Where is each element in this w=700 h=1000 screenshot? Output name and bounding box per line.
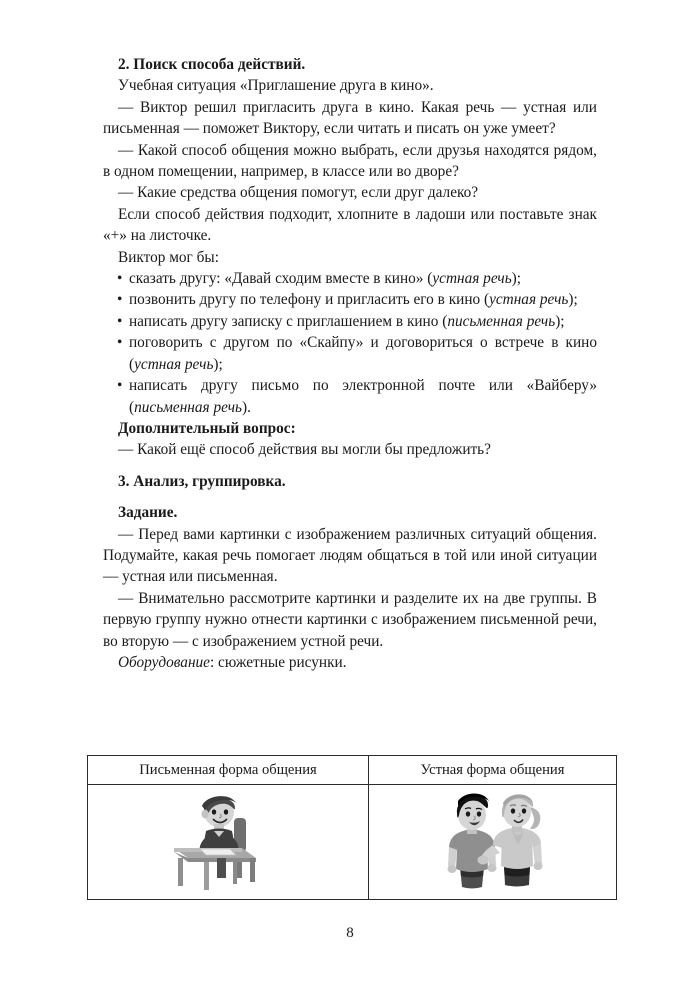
- question-3: — Какие средства общения помогут, если друг далеко?: [118, 184, 479, 202]
- equipment-value: : сюжетные рисунки.: [209, 653, 347, 671]
- task-heading: Задание.: [118, 504, 178, 522]
- list-item-text-plain: написать другу записку с приглашением в кино (: [129, 312, 448, 330]
- list-item-text-tail: );: [555, 312, 565, 330]
- list-item-text-plain: сказать другу: «Давай сходим вместе в кино» (: [129, 270, 433, 288]
- list-item: [103, 332, 597, 375]
- table-cell-oral-illustration: [369, 785, 617, 900]
- action-options-list: [103, 268, 597, 418]
- list-item-text-italic: письменная речь: [134, 398, 242, 416]
- section-2-subtitle: Учебная ситуация «Приглашение друга в кино».: [118, 77, 434, 95]
- table-header-written: Письменная форма общения: [88, 756, 369, 785]
- list-item-text-italic: устная речь: [489, 291, 569, 309]
- bullet-dot-icon: •: [117, 312, 123, 330]
- bullet-dot-icon: •: [117, 291, 123, 309]
- list-item: [103, 289, 597, 310]
- list-item-text-italic: устная речь: [134, 355, 214, 373]
- page-content: [103, 54, 597, 673]
- speech-forms-table: [87, 755, 617, 900]
- table-cell-written-illustration: [88, 785, 369, 900]
- section-2-heading: 2. Поиск способа действий.: [118, 56, 306, 73]
- list-item-text-tail: ).: [241, 398, 251, 416]
- list-item-text-italic: устная речь: [432, 270, 512, 288]
- list-item-text-tail: );: [511, 270, 522, 288]
- bullet-dot-icon: •: [117, 270, 123, 288]
- table-row: [88, 785, 617, 900]
- task-description-2: — Внимательно рассмотрите картинки и разделите их на две группы. В первую группу нужно отнести картинки с изображением письменной речи, во вторую — с изображением устной речи.: [103, 589, 597, 650]
- boy-writing-at-desk-icon: [164, 790, 292, 894]
- list-item-text-tail: );: [213, 355, 223, 373]
- table-header-row: [88, 756, 617, 785]
- list-item-text-italic: письменная речь: [447, 312, 556, 330]
- list-item: [103, 268, 597, 289]
- list-item: [103, 375, 597, 418]
- list-item: [103, 311, 597, 332]
- two-teens-talking-icon: [434, 789, 552, 895]
- page-number: 8: [346, 925, 354, 941]
- equipment-line: [103, 652, 597, 673]
- list-item-text-plain: поговорить с другом по «Скайпу» и договориться о встрече в кино (: [129, 334, 597, 373]
- list-intro: Виктор мог бы:: [118, 248, 219, 266]
- section-3-heading: 3. Анализ, группировка.: [118, 472, 286, 490]
- bullet-dot-icon: •: [117, 334, 123, 352]
- bullet-dot-icon: •: [117, 377, 123, 395]
- question-1: — Виктор решил пригласить друга в кино. Какая речь — устная или письменная — поможет Виктору, если читать и писать он уже умеет?: [103, 98, 597, 138]
- list-item-text-plain: написать другу письмо по электронной почте или «Вайберу» (: [129, 377, 597, 416]
- list-item-text-tail: );: [568, 291, 578, 309]
- table-header-oral: Устная форма общения: [369, 756, 617, 785]
- clap-instruction: Если способ действия подходит, хлопните в ладоши или поставьте знак «+» на листочке.: [103, 205, 597, 245]
- equipment-label: Оборудование: [118, 653, 210, 671]
- extra-question: — Какой ещё способ действия вы могли бы предложить?: [118, 441, 491, 459]
- question-2: — Какой способ общения можно выбрать, если друзья находятся рядом, в одном помещении, например, в классе или во дворе?: [103, 141, 597, 181]
- list-item-text-plain: позвонить другу по телефону и пригласить его в кино (: [129, 291, 490, 309]
- extra-question-heading: Дополнительный вопрос:: [118, 419, 296, 437]
- task-description-1: — Перед вами картинки с изображением различных ситуаций общения. Подумайте, какая речь помогает людям общаться в той или иной ситуации — устная или письменная.: [103, 525, 597, 586]
